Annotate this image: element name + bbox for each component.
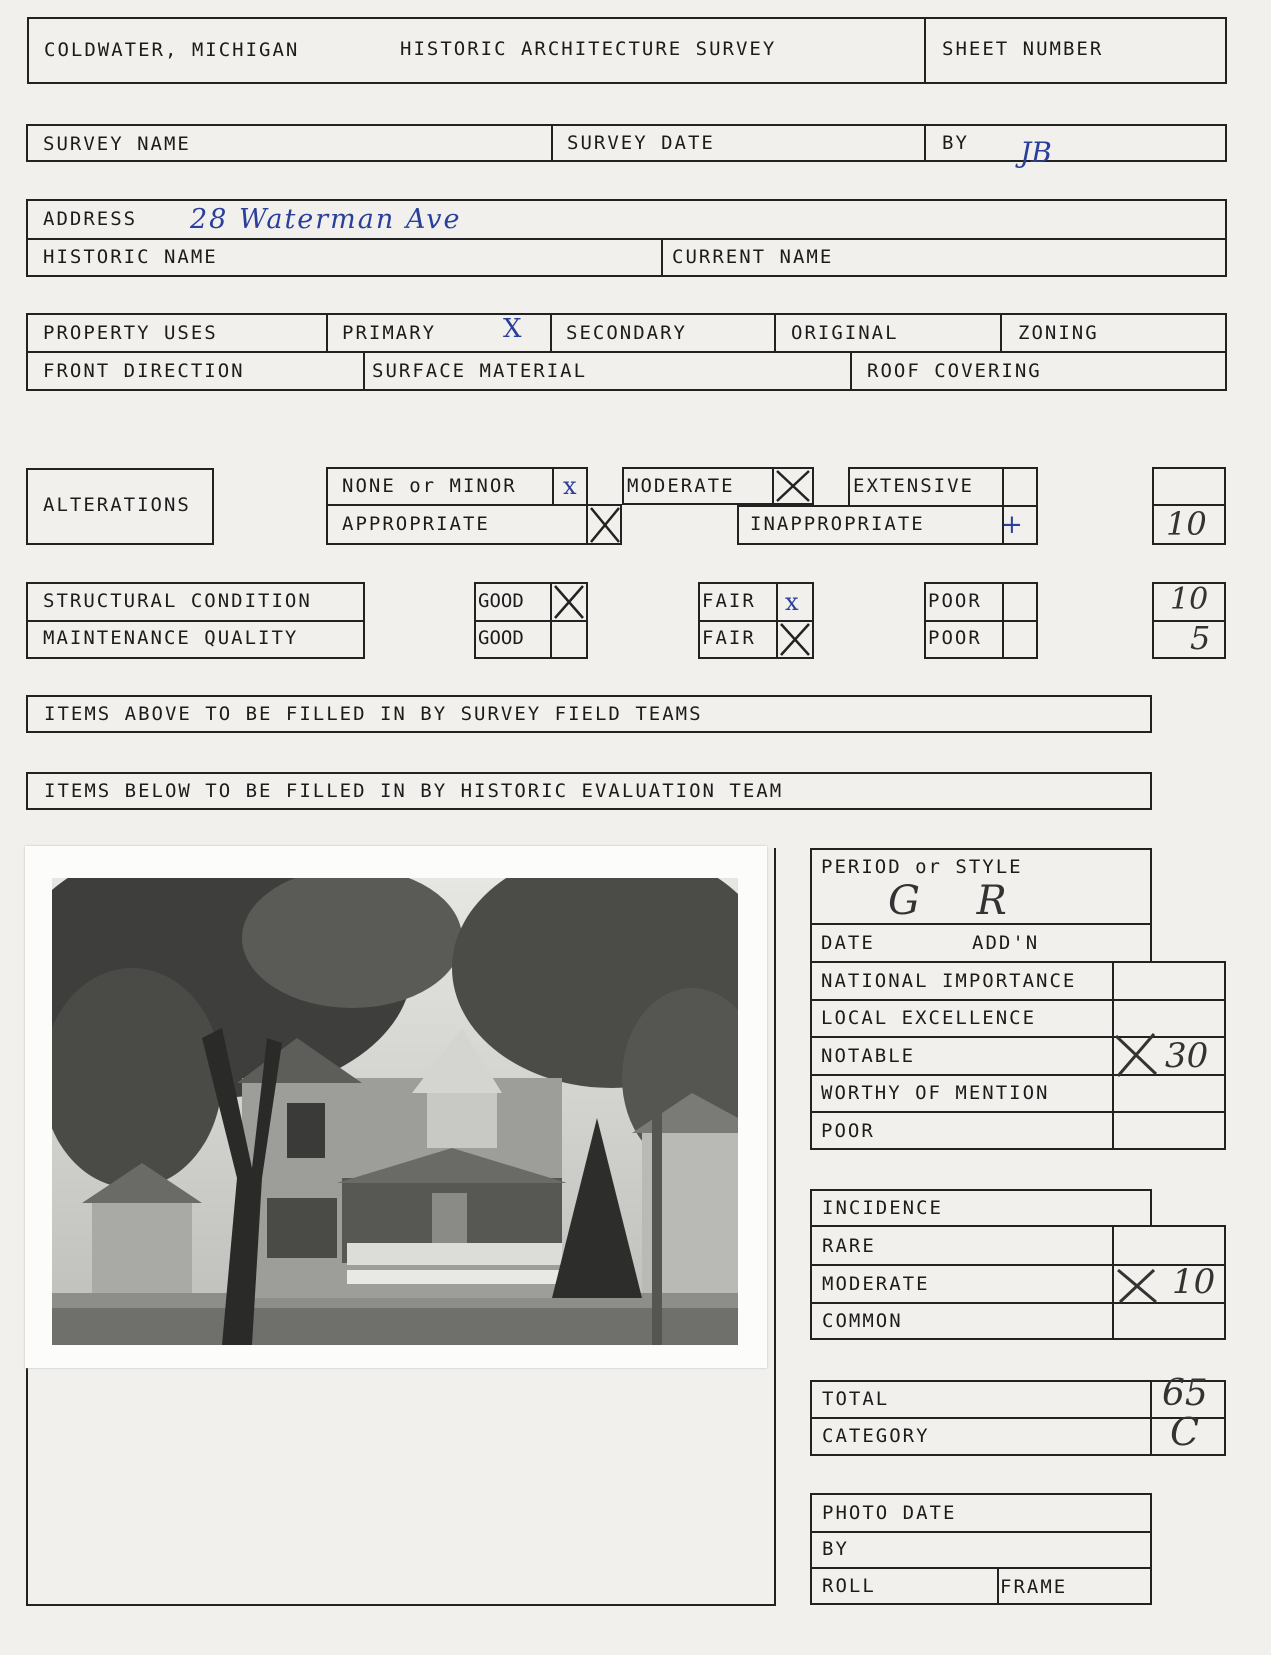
roof-covering-label: ROOF COVERING: [867, 360, 1042, 382]
structural-score: 10: [1170, 582, 1209, 617]
address-label: ADDRESS: [43, 208, 138, 230]
none-minor-mark: x: [563, 472, 577, 500]
by-label: BY: [942, 132, 969, 154]
incidence-label: INCIDENCE: [822, 1197, 943, 1219]
property-uses-label: PROPERTY USES: [43, 322, 218, 344]
surface-material-label: SURFACE MATERIAL: [372, 360, 588, 382]
inappropriate-label: INAPPROPRIATE: [750, 513, 925, 535]
appropriate-x-mark: [588, 506, 622, 544]
rare-label: RARE: [822, 1235, 876, 1257]
by-value: JB: [1020, 136, 1052, 169]
period-value: G R: [888, 878, 1029, 924]
structural-good-label: GOOD: [478, 590, 524, 612]
frame-label: FRAME: [1000, 1576, 1068, 1598]
moderate-x-mark: [774, 469, 812, 503]
category-label: CATEGORY: [822, 1425, 930, 1447]
maintenance-good-label: GOOD: [478, 627, 524, 649]
header-city: COLDWATER, MICHIGAN: [44, 39, 300, 61]
notable-score: 30: [1165, 1036, 1209, 1076]
structural-poor-label: POOR: [928, 590, 982, 612]
structural-fair-mark: x: [785, 588, 799, 616]
primary-label: PRIMARY: [342, 322, 437, 344]
photo-by-label: BY: [822, 1538, 849, 1560]
total-value: 65: [1162, 1373, 1208, 1414]
eval-poor-label: POOR: [821, 1120, 875, 1142]
alterations-label: ALTERATIONS: [43, 494, 191, 516]
local-label: LOCAL EXCELLENCE: [821, 1007, 1037, 1029]
zoning-label: ZONING: [1018, 322, 1099, 344]
note-above: ITEMS ABOVE TO BE FILLED IN BY SURVEY FIELD TEAMS: [44, 703, 703, 725]
structural-label: STRUCTURAL CONDITION: [43, 590, 312, 612]
period-label: PERIOD or STYLE: [821, 856, 1023, 878]
historic-name-label: HISTORIC NAME: [43, 246, 218, 268]
note-below: ITEMS BELOW TO BE FILLED IN BY HISTORIC EVALUATION TEAM: [44, 780, 784, 802]
primary-mark: X: [503, 314, 522, 344]
appropriate-label: APPROPRIATE: [342, 513, 490, 535]
survey-name-label: SURVEY NAME: [43, 133, 191, 155]
address-value: 28 Waterman Ave: [190, 204, 462, 235]
none-minor-label: NONE or MINOR: [342, 475, 517, 497]
maintenance-fair-x-mark: [778, 622, 812, 657]
photo-date-label: PHOTO DATE: [822, 1502, 957, 1524]
worthy-label: WORTHY OF MENTION: [821, 1082, 1050, 1104]
common-label: COMMON: [822, 1310, 903, 1332]
extensive-label: EXTENSIVE: [853, 475, 974, 497]
addn-label: ADD'N: [972, 932, 1040, 954]
category-value: C: [1170, 1410, 1200, 1454]
total-label: TOTAL: [822, 1388, 890, 1410]
notable-label: NOTABLE: [821, 1045, 916, 1067]
house-photo: [52, 878, 738, 1345]
structural-fair-label: FAIR: [702, 590, 756, 612]
structural-good-x-mark: [552, 584, 586, 620]
incidence-moderate-label: MODERATE: [822, 1273, 930, 1295]
maintenance-poor-label: POOR: [928, 627, 982, 649]
maintenance-score: 5: [1190, 619, 1211, 657]
sheet-number-label: SHEET NUMBER: [942, 38, 1104, 60]
original-label: ORIGINAL: [791, 322, 899, 344]
secondary-label: SECONDARY: [566, 322, 687, 344]
national-label: NATIONAL IMPORTANCE: [821, 970, 1077, 992]
maintenance-fair-label: FAIR: [702, 627, 756, 649]
survey-date-label: SURVEY DATE: [567, 132, 715, 154]
header-title: HISTORIC ARCHITECTURE SURVEY: [400, 38, 777, 60]
roll-label: ROLL: [822, 1575, 876, 1597]
incidence-moderate-score: 10: [1172, 1262, 1216, 1302]
maintenance-label: MAINTENANCE QUALITY: [43, 627, 299, 649]
front-direction-label: FRONT DIRECTION: [43, 360, 245, 382]
notable-x-mark: [1110, 1030, 1162, 1080]
current-name-label: CURRENT NAME: [672, 246, 834, 268]
alterations-score: 10: [1166, 505, 1207, 543]
inappropriate-mark: +: [1001, 510, 1023, 540]
date-label: DATE: [821, 932, 875, 954]
incidence-moderate-x-mark: [1114, 1266, 1160, 1306]
moderate-label: MODERATE: [627, 475, 735, 497]
